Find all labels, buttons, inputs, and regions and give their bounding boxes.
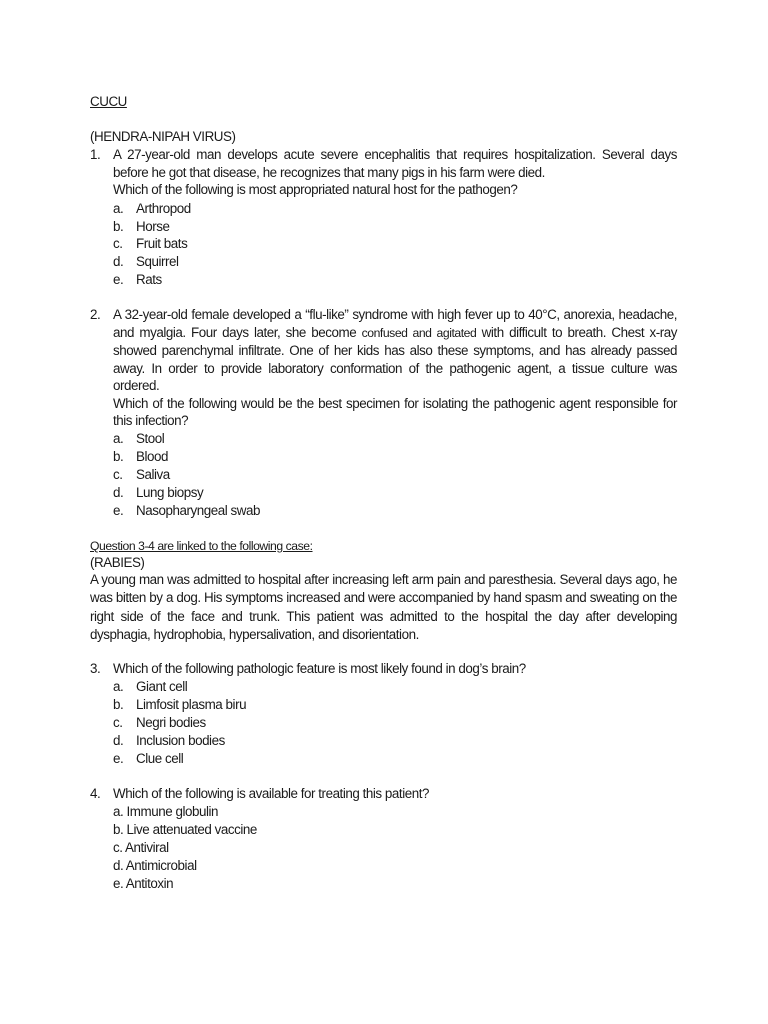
question-2-number: 2.	[90, 307, 101, 322]
question-2-stem	[113, 306, 677, 430]
option-3c	[113, 714, 206, 732]
question-1-line: before he got that disease, he recognizes that many pigs in his farm were died.	[113, 164, 545, 180]
option-letter: a.	[113, 201, 124, 216]
option-text: Inclusion bodies	[136, 733, 225, 748]
option-4e: e. Antitoxin	[113, 876, 174, 891]
option-text: Horse	[136, 219, 170, 234]
option-text: Fruit bats	[136, 236, 188, 251]
option-letter: a.	[113, 679, 124, 694]
option-text: Negri bodies	[136, 715, 206, 730]
option-letter: a.	[113, 431, 124, 446]
question-1-number: 1.	[90, 147, 101, 162]
option-text: Squirrel	[136, 254, 179, 269]
option-3e	[113, 750, 183, 768]
option-3b	[113, 696, 246, 714]
option-text: Limfosit plasma biru	[136, 697, 247, 712]
question-3-number: 3.	[90, 661, 101, 676]
option-2e	[113, 502, 260, 520]
case-description	[90, 571, 677, 644]
case-line: A young man was admitted to hospital after increasing left arm pain and paresthesia. Several days ago, he	[90, 572, 677, 587]
option-2d	[113, 484, 203, 502]
option-text: Nasopharyngeal swab	[136, 503, 260, 518]
option-2b	[113, 448, 168, 466]
option-4c: c. Antiviral	[113, 840, 169, 855]
option-letter: b.	[113, 449, 124, 464]
option-3a	[113, 678, 187, 696]
option-letter: e.	[113, 272, 124, 287]
option-letter: b.	[113, 697, 124, 712]
option-text: Arthropod	[136, 201, 191, 216]
option-text: Saliva	[136, 467, 170, 482]
option-3d	[113, 732, 225, 750]
question-4-number: 4.	[90, 786, 101, 801]
option-4b: b. Live attenuated vaccine	[113, 822, 257, 837]
option-1d	[113, 253, 179, 271]
option-letter: e.	[113, 751, 124, 766]
option-1c	[113, 235, 187, 253]
option-1e	[113, 271, 162, 289]
option-letter: d.	[113, 485, 124, 500]
question-2-text: with difficult to breath. Chest x-ray	[476, 324, 677, 340]
linked-questions-note: Question 3-4 are linked to the following case:	[90, 539, 313, 553]
option-text: Rats	[136, 272, 162, 287]
question-2-line	[113, 324, 677, 343]
section-heading-rabies: (RABIES)	[90, 555, 145, 570]
option-letter: b.	[113, 219, 124, 234]
question-2-line: ordered.	[113, 378, 160, 393]
question-2-line: Which of the following would be the best specimen for isolating the pathogenic agent responsible for	[113, 395, 677, 411]
question-1-line: A 27-year-old man develops acute severe encephalitis that requires hospitalization. Several days	[113, 147, 677, 162]
option-letter: d.	[113, 254, 124, 269]
option-2c	[113, 466, 170, 484]
option-4a: a. Immune globulin	[113, 804, 219, 819]
option-text: Lung biopsy	[136, 485, 204, 500]
option-letter: c.	[113, 467, 123, 482]
option-2a	[113, 430, 164, 448]
option-letter: c.	[113, 236, 123, 251]
option-text: Blood	[136, 449, 168, 464]
question-2-text: and myalgia. Four days later, she become	[113, 324, 362, 340]
question-2-line: this infection?	[113, 413, 189, 428]
question-3-stem: Which of the following pathologic feature is most likely found in dog’s brain?	[113, 661, 526, 676]
document-title: CUCU	[90, 94, 127, 109]
case-line: was bitten by a dog. His symptoms increased and were accompanied by hand spasm and sweating on the	[90, 590, 677, 606]
option-1b	[113, 218, 169, 236]
section-heading-hendra-nipah: (HENDRA-NIPAH VIRUS)	[90, 129, 236, 144]
question-4-stem: Which of the following is available for treating this patient?	[113, 786, 429, 801]
case-line: dysphagia, hydrophobia, hypersalivation, and disorientation.	[90, 626, 419, 642]
option-letter: c.	[113, 715, 123, 730]
case-line: right side of the face and trunk. This patient was admitted to the hospital the day after developing	[90, 608, 677, 624]
question-2-line: A 32-year-old female developed a “flu-like” syndrome with high fever up to 40°C, anorexia, headache,	[113, 307, 677, 322]
option-letter: d.	[113, 733, 124, 748]
option-1a	[113, 200, 191, 218]
option-4d: d. Antimicrobial	[113, 858, 197, 873]
question-1-line: Which of the following is most appropriated natural host for the pathogen?	[113, 182, 518, 197]
option-text: Clue cell	[136, 751, 184, 766]
question-2-line: away. In order to provide laboratory conformation of the pathogenic agent, a tissue culture was	[113, 360, 677, 376]
question-1-stem	[113, 146, 677, 199]
question-2-text-small: confused and agitated	[361, 325, 477, 340]
option-text: Stool	[136, 431, 165, 446]
option-text: Giant cell	[136, 679, 188, 694]
option-letter: e.	[113, 503, 124, 518]
question-2-line: showed parenchymal infiltrate. One of her kids has also these symptoms, and has already passed	[113, 343, 677, 358]
